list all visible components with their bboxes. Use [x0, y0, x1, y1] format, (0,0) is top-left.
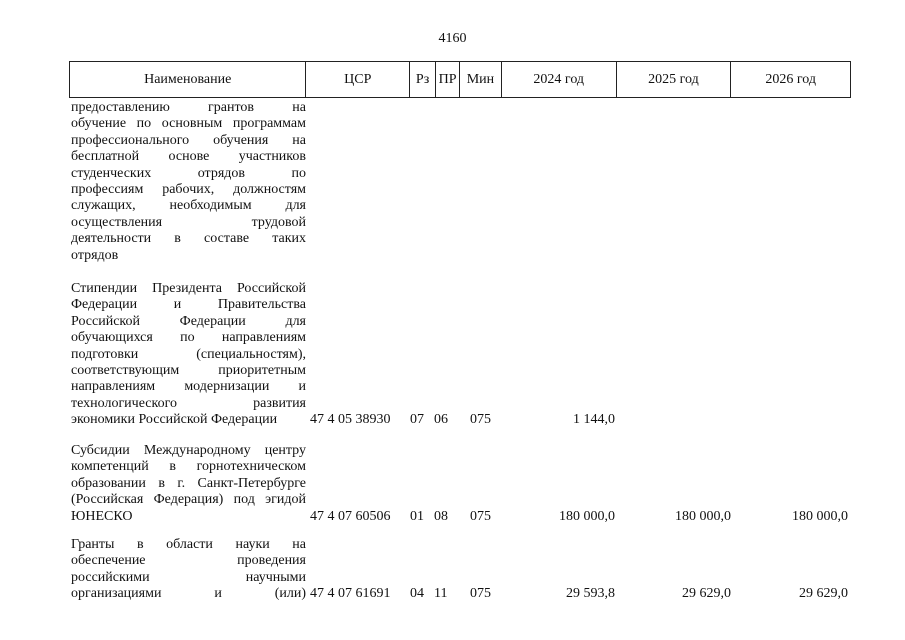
row-2024: 180 000,0	[559, 509, 615, 524]
row-2025: 180 000,0	[675, 509, 731, 524]
name-line: технологического развития	[71, 395, 306, 411]
name-line: (Российская Федерация) под эгидой	[71, 492, 306, 508]
row-2024: 29 593,8	[566, 586, 615, 601]
name-line: направлениям модернизации и	[71, 379, 306, 395]
row-min: 075	[470, 586, 491, 601]
row-min: 075	[470, 412, 491, 427]
name-line: обеспечение проведения	[71, 553, 306, 569]
name-line: экономики Российской Федерации	[71, 412, 278, 428]
header-rz: Рз	[410, 62, 436, 97]
header-min: Мин	[460, 62, 502, 97]
row-pr: 11	[434, 586, 448, 601]
name-line: обучающихся по направлениям	[71, 330, 306, 346]
name-line: соответствующим приоритетным	[71, 362, 306, 378]
header-pr: ПР	[436, 62, 460, 97]
name-line: Российской Федерации для	[71, 313, 306, 329]
name-line: обучение по основным программам	[71, 116, 306, 132]
name-line: ЮНЕСКО	[71, 508, 133, 524]
row-csr: 47 4 07 61691	[310, 586, 391, 601]
name-line: Стипендии Президента Российской	[71, 281, 306, 296]
row-rz: 01	[410, 509, 424, 524]
header-2025: 2025 год	[617, 62, 732, 97]
header-csr: ЦСР	[306, 62, 410, 97]
row-2026: 180 000,0	[792, 509, 848, 524]
row-2025: 29 629,0	[682, 586, 731, 601]
name-line: Федерации и Правительства	[71, 297, 306, 313]
name-line: осуществления трудовой	[71, 214, 306, 230]
name-line: студенческих отрядов по	[71, 165, 306, 181]
name-line: профессионального обучения на	[71, 132, 306, 148]
row-2026: 29 629,0	[799, 586, 848, 601]
row-csr: 47 4 05 38930	[310, 412, 391, 427]
name-line: подготовки (специальностям),	[71, 346, 306, 362]
row-name	[71, 281, 306, 429]
row-rz: 04	[410, 586, 424, 601]
header-name: Наименование	[70, 62, 306, 97]
header-2026: 2026 год	[765, 71, 816, 87]
row-pr: 08	[434, 509, 448, 524]
name-line: предоставлению грантов на	[71, 100, 306, 115]
name-line: деятельности в составе таких	[71, 231, 306, 247]
row-name	[71, 537, 306, 603]
header-2024: 2024 год	[502, 62, 617, 97]
table-header	[69, 61, 851, 98]
row-rz: 07	[410, 412, 424, 427]
name-line: Субсидии Международному центру	[71, 443, 306, 458]
row-name	[71, 443, 306, 525]
row-pr: 06	[434, 412, 448, 427]
name-line: образовании в г. Санкт-Петербурге	[71, 475, 306, 491]
name-line: отрядов	[71, 247, 119, 263]
name-line: профессиям рабочих, должностям	[71, 181, 306, 197]
page-number: 4160	[438, 31, 467, 46]
name-line: российскими научными	[71, 569, 306, 585]
name-line: организациями и (или)	[71, 586, 306, 602]
row-min: 075	[470, 509, 491, 524]
name-line: бесплатной основе участников	[71, 149, 306, 165]
row-csr: 47 4 07 60506	[310, 509, 391, 524]
row-2024: 1 144,0	[573, 412, 615, 427]
name-line: Гранты в области науки на	[71, 537, 306, 552]
name-line: компетенций в горнотехническом	[71, 459, 306, 475]
name-line: служащих, необходимым для	[71, 198, 306, 214]
row-name	[71, 100, 306, 264]
